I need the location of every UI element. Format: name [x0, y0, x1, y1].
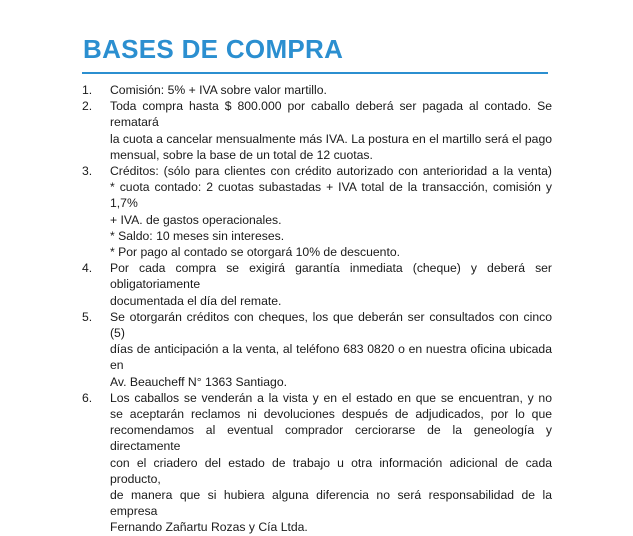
item-text — [110, 390, 552, 536]
item-line: * Por pago al contado se otorgará 10% de descuento. — [110, 245, 400, 260]
item-line: Créditos: (sólo para clientes con crédito autorizado con anterioridad a la venta) — [110, 164, 552, 179]
item-number: 4. — [82, 261, 93, 276]
title-underline — [82, 72, 548, 74]
item-line: días de anticipación a la venta, al teléfono 683 0820 o en nuestra oficina ubicada en — [110, 342, 552, 373]
list-item — [82, 260, 552, 309]
item-line: con el criadero del estado de trabajo u otra información adicional de cada producto, — [110, 455, 552, 486]
item-line: * Saldo: 10 meses sin intereses. — [110, 228, 285, 243]
item-line: Comisión: 5% + IVA sobre valor martillo. — [110, 83, 327, 97]
item-line: de manera que si hubiera alguna diferencia no será responsabilidad de la empresa — [110, 488, 552, 519]
item-number: 6. — [82, 390, 93, 405]
list-item — [82, 309, 552, 390]
item-line: Por cada compra se exigirá garantía inmediata (cheque) y deberá ser obligatoriamente — [110, 261, 552, 292]
item-text — [110, 82, 552, 98]
item-number: 2. — [82, 99, 93, 114]
terms-list — [82, 82, 552, 536]
item-line: + IVA. de gastos operacionales. — [110, 212, 282, 227]
page-title: BASES DE COMPRA — [83, 34, 344, 64]
item-line: se aceptarán reclamos ni devoluciones después de adjudicados, por lo que — [110, 407, 552, 422]
item-line: Av. Beaucheff N° 1363 Santiago. — [110, 374, 287, 389]
item-line: la cuota a cancelar mensualmente más IVA. La postura en el martillo será el pago — [110, 131, 552, 146]
list-item — [82, 163, 552, 260]
item-number: 5. — [82, 309, 93, 324]
item-line: recomendamos al eventual comprador cerciorarse de la geneología y directamente — [110, 423, 552, 454]
item-line: documentada el día del remate. — [110, 293, 282, 308]
item-number: 1. — [82, 83, 93, 97]
list-item — [82, 82, 552, 98]
list-item — [82, 98, 552, 163]
item-text — [110, 309, 552, 390]
item-line: Se otorgarán créditos con cheques, los que deberán ser consultados con cinco (5) — [110, 309, 552, 341]
item-line: * cuota contado: 2 cuotas subastadas + IVA total de la transacción, comisión y 1,7% — [110, 180, 552, 211]
item-line: Toda compra hasta $ 800.000 por caballo deberá ser pagada al contado. Se rematará — [110, 99, 552, 130]
list-item — [82, 390, 552, 536]
item-text — [110, 163, 552, 260]
item-text — [110, 260, 552, 309]
item-number: 3. — [82, 164, 93, 179]
item-line: mensual, sobre la base de un total de 12 cuotas. — [110, 147, 373, 162]
item-line: Fernando Zañartu Rozas y Cía Ltda. — [110, 520, 308, 535]
item-line: Los caballos se venderán a la vista y en el estado en que se encuentran, y no — [110, 390, 552, 405]
item-text — [110, 98, 552, 163]
